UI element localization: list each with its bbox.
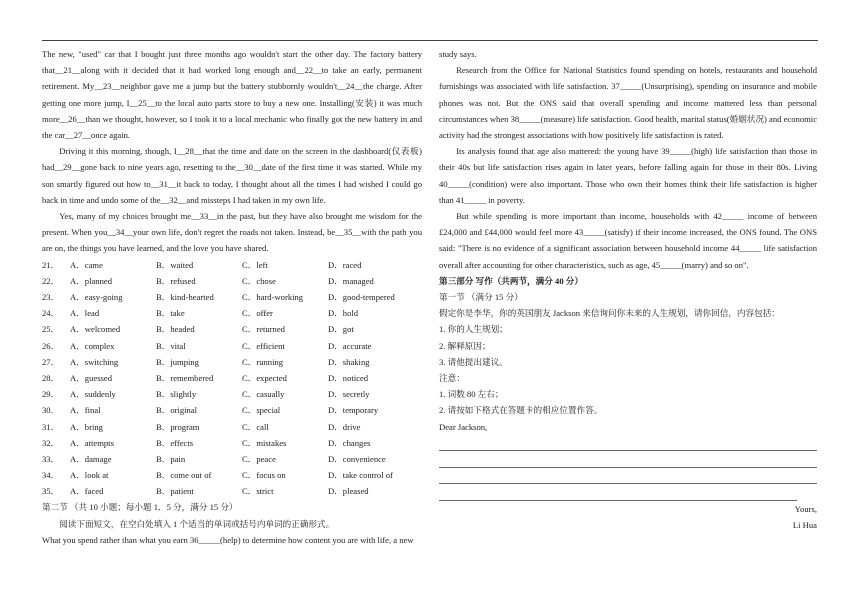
option-d: D．raced [328, 259, 362, 270]
answer-line [439, 451, 817, 468]
question-number: 21． [42, 259, 60, 270]
option-a: A．lead [70, 308, 100, 319]
option-d: D．secretly [328, 389, 370, 400]
option-c: C．efficient [242, 340, 285, 351]
question-number: 34． [42, 470, 60, 481]
option-c: C．peace [242, 453, 276, 464]
grammar-passage-cont: study says. [439, 49, 477, 59]
option-a: A．faced [70, 486, 104, 497]
option-a: A．attempts [70, 437, 114, 448]
note-title: 注意： [439, 373, 465, 384]
question-number: 26． [42, 340, 60, 351]
question-number: 33． [42, 453, 60, 464]
greeting: Dear Jackson, [439, 421, 488, 432]
option-c: C．hard-working [242, 292, 304, 303]
option-a: A．bring [70, 421, 103, 432]
option-d: D．got [328, 324, 354, 335]
option-b: B．effects [156, 437, 194, 448]
section2-title: 第二节 （共 10 小题；每小题 1．5 分，满分 15 分） [42, 502, 238, 513]
option-b: B．jumping [156, 356, 199, 367]
option-b: B．waited [156, 259, 194, 270]
question-number: 29． [42, 389, 60, 400]
question-number: 27． [42, 356, 60, 367]
grammar-paragraph-2: Its analysis found that age also mattered: the young have 39_____(high) life satisfaction than those in their 40s but life satisfaction rises again in later years, before falling again for those in their 80s. Living 40_____(condition) were also important. Those who own their homes think their life satisfaction is higher than 41_____ in poverty. [439, 146, 817, 205]
option-c: C．offer [242, 308, 273, 319]
option-c: C．returned [242, 324, 285, 335]
cloze-paragraph-3: Yes, many of my choices brought me__33__in the past, but they have also brought me wisdom for the present. When you__34__your own life, don't regret the roads not taken. Instead, be__35__with the path you are on, the things you have learned, and the love you have shared. [42, 211, 422, 254]
option-a: A．planned [70, 275, 113, 286]
option-d: D．hold [328, 308, 359, 319]
option-d: D．shaking [328, 356, 370, 367]
option-c: C．call [242, 421, 269, 432]
option-a: A．switching [70, 356, 119, 367]
option-d: D．noticed [328, 372, 369, 383]
option-c: C．chose [242, 275, 276, 286]
cloze-paragraph-1: The new, "used" car that I bought just three months ago wouldn't start the other day. The factory battery that__21__along with it decided that it had worked long enough and__22__to take an early, permanent retirement. My__23__neighbor gave me a jump but the battery stubbornly wouldn't__24__the charge. After getting one more jump, I__25__to the local auto parts store to buy a new one. Installing(安装) it was much more__26__than we thought, however, so I took it to a local mechanic who finally got the new battery in and the car__27__once again. [42, 49, 422, 141]
question-row [42, 354, 422, 370]
note-item: 1. 词数 80 左右； [439, 389, 504, 400]
question-number: 28． [42, 372, 60, 383]
option-d: D．good-tempered [328, 292, 395, 303]
question-row [42, 257, 422, 273]
option-c: C．left [242, 259, 268, 270]
option-a: A．complex [70, 340, 115, 351]
question-number: 32． [42, 437, 60, 448]
option-a: A．look at [70, 470, 109, 481]
option-d: D．pleased [328, 486, 369, 497]
section1-title: 第一节 （满分 15 分） [439, 292, 523, 303]
writing-task: 假定你是李华，你的英国朋友 Jackson 来信询问你未来的人生规划，请你回信，内容包括： [439, 308, 780, 319]
task-item: 3. 请他提出建议。 [439, 356, 508, 367]
question-number: 23． [42, 292, 60, 303]
question-row [42, 273, 422, 289]
question-number: 35． [42, 486, 60, 497]
question-row [42, 321, 422, 337]
option-d: D．managed [328, 275, 374, 286]
option-b: B．refused [156, 275, 196, 286]
question-number: 22． [42, 275, 60, 286]
option-a: A．easy-going [70, 292, 123, 303]
signature: Li Hua [792, 520, 817, 531]
question-row [42, 435, 422, 451]
question-row [42, 483, 422, 499]
left-column [42, 46, 422, 548]
grammar-passage-start: What you spend rather than what you earn 36_____(help) to determine how content you are with life, a new [42, 534, 414, 545]
part3-heading: 第三部分 写作（共两节，满分 40 分） [439, 275, 583, 286]
note-item: 2. 请按如下格式在答题卡的相应位置作答。 [439, 405, 603, 416]
task-item: 1. 你的人生规划； [439, 324, 508, 335]
answer-line [439, 484, 797, 501]
option-a: A．welcomed [70, 324, 121, 335]
question-row [42, 370, 422, 386]
option-a: A．came [70, 259, 103, 270]
option-d: D．accurate [328, 340, 372, 351]
option-c: C．focus on [242, 470, 286, 481]
option-b: B．patient [156, 486, 194, 497]
question-number: 25． [42, 324, 60, 335]
question-number: 31． [42, 421, 60, 432]
option-b: B．original [156, 405, 198, 416]
task-item: 2. 解释原因； [439, 340, 491, 351]
option-c: C．mistakes [242, 437, 287, 448]
option-d: D．temporary [328, 405, 379, 416]
question-row [42, 419, 422, 435]
question-row [42, 386, 422, 402]
closing: Yours, [794, 503, 817, 514]
question-row [42, 402, 422, 418]
option-a: A．final [70, 405, 101, 416]
question-number: 30． [42, 405, 60, 416]
option-b: B．vital [156, 340, 186, 351]
option-d: D．drive [328, 421, 361, 432]
option-d: D．convenience [328, 453, 386, 464]
option-b: B．slightly [156, 389, 197, 400]
option-a: A．damage [70, 453, 112, 464]
answer-line [439, 435, 817, 452]
question-row [42, 467, 422, 483]
option-b: B．pain [156, 453, 186, 464]
question-row [42, 338, 422, 354]
option-c: C．casually [242, 389, 285, 400]
top-rule [42, 40, 818, 41]
question-row [42, 289, 422, 305]
option-c: C．special [242, 405, 281, 416]
option-b: B．come out of [156, 470, 212, 481]
question-list [42, 257, 422, 500]
option-a: A．suddenly [70, 389, 116, 400]
section2-instructions: 阅读下面短文，在空白处填入 1 个适当的单词或括号内单词的正确形式。 [59, 518, 335, 529]
option-b: B．kind-hearted [156, 292, 214, 303]
option-d: D．take control of [328, 470, 393, 481]
option-a: A．guessed [70, 372, 113, 383]
question-row [42, 451, 422, 467]
option-b: B．remembered [156, 372, 214, 383]
option-b: B．headed [156, 324, 195, 335]
option-c: C．running [242, 356, 284, 367]
option-c: C．expected [242, 372, 287, 383]
answer-line [439, 468, 817, 485]
option-b: B．take [156, 308, 185, 319]
option-b: B．program [156, 421, 200, 432]
question-number: 24． [42, 308, 60, 319]
grammar-paragraph-1: Research from the Office for National Statistics found spending on hotels, restaurants and household furnishings was associated with life satisfaction. 37_____(Unsurprising), spending on insurance and mobile phones was not. But the ONS said that overall spending and income mattered less than personal circumstances when 38_____(measure) life satisfaction. Good health, marital status(婚姻状况) and economic activity had the strongest associations with how positively life satisfaction is rated. [439, 65, 818, 141]
option-c: C．strict [242, 486, 274, 497]
cloze-paragraph-2: Driving it this morning, though, I__28__that the time and date on the screen in the dashboard(仪表板) had__29__gone back to nine years ago, resetting to the__30__date of the first time it was started. While my son smartly figured out how to__31__it back to today, I thought about all the times I had wished I could go back in time and undo some of the__32__and missteps I had taken in my own life. [42, 146, 422, 205]
right-column [439, 46, 817, 533]
question-row [42, 305, 422, 321]
option-d: D．changes [328, 437, 371, 448]
grammar-paragraph-3: But while spending is more important than income, households with 42_____ income of between £24,000 and £44,000 would feel more 43_____(satisfy) if their income increased, the ONS found. The ONS said: "There is no evidence of a significant association between household income 44_____ life satisfaction overall after accounting for other characteristics, such as age, 45_____(marry) and so on". [439, 211, 817, 270]
